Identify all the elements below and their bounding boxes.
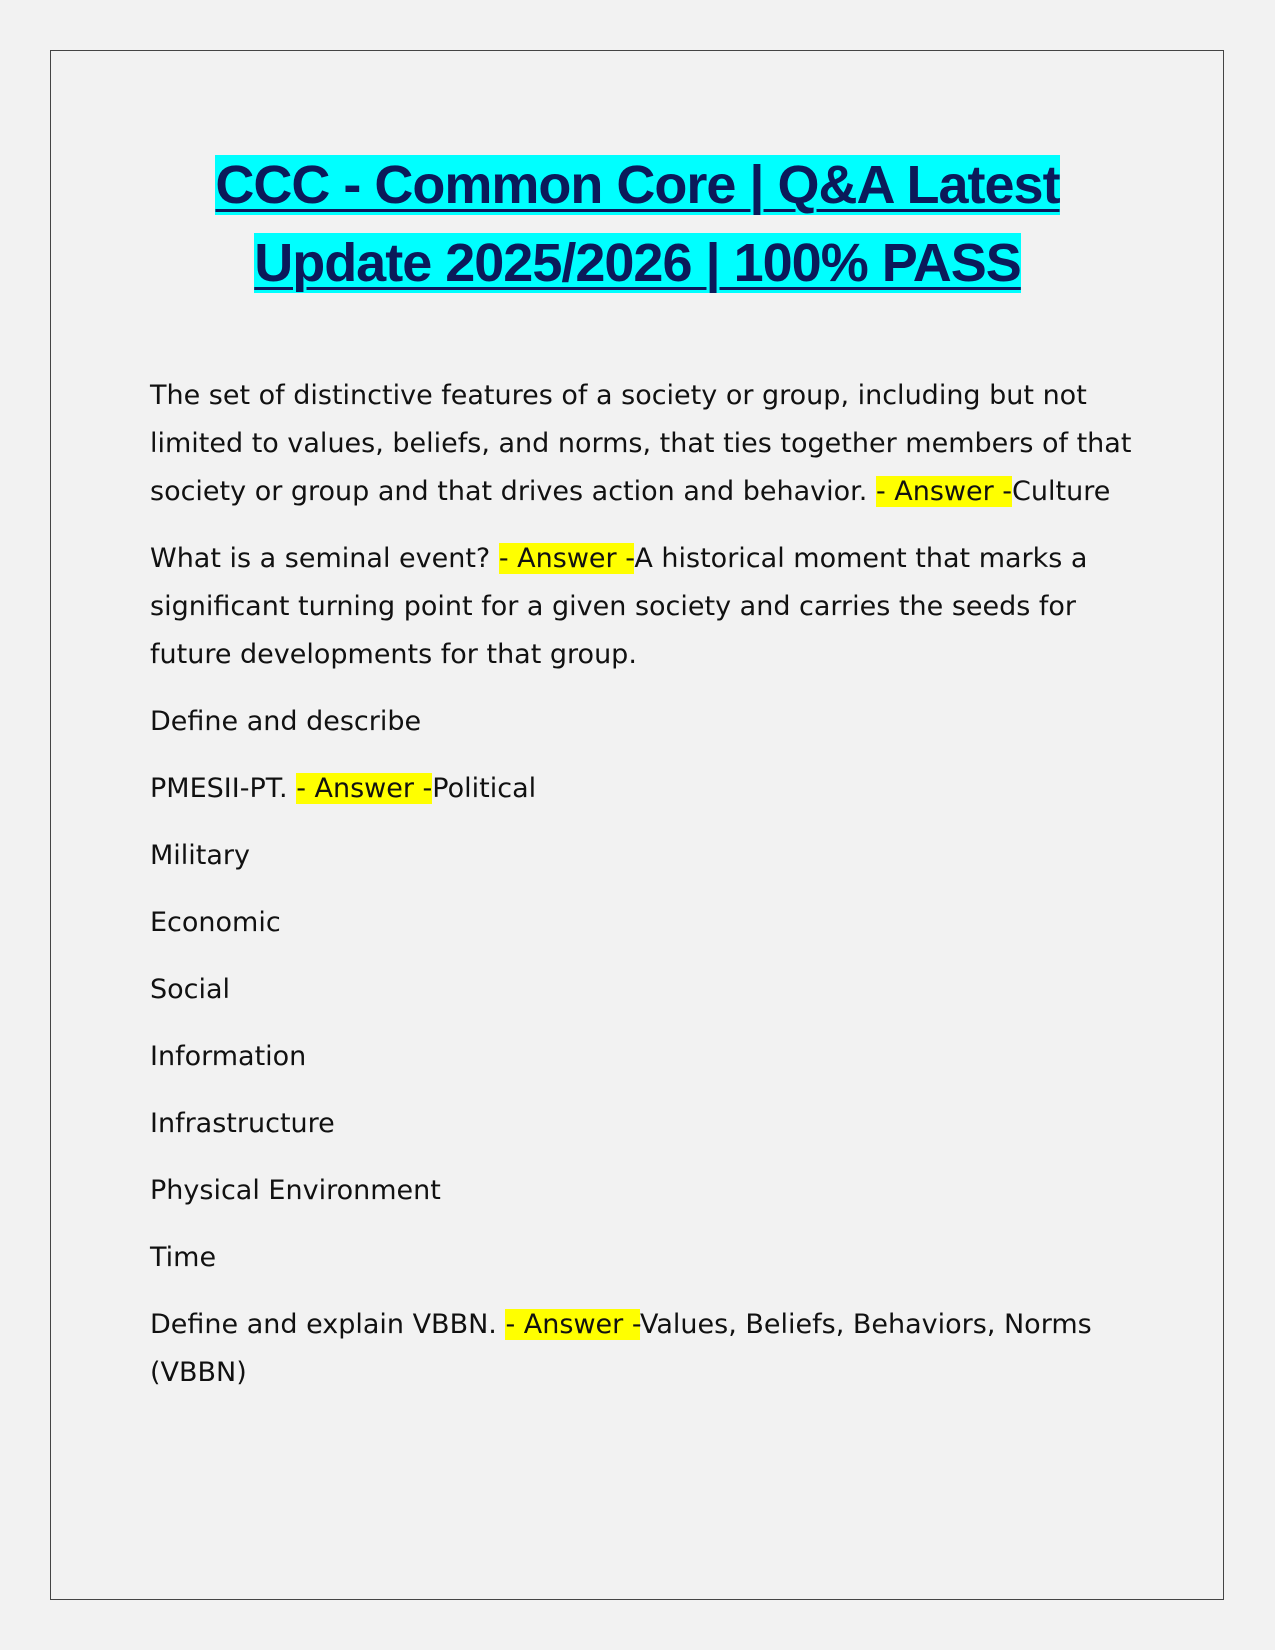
question-text: The set of distinctive features of a society or group, including but not limited to values, beliefs, and norms, that ties together members of that society or group and that drives action and behavior. <box>150 380 1132 507</box>
qa-item-vbbn <box>150 1301 1140 1397</box>
question-text: Define and explain VBBN. <box>150 1309 506 1340</box>
answer-list-item: Military <box>150 840 251 871</box>
answer-text: A historical moment that marks a significant turning point for a given society and carries the seeds for future developments for that group. <box>150 543 1088 670</box>
qa-item-pmesii-pt <box>150 765 1140 813</box>
answer-marker: - Answer - <box>498 543 635 574</box>
answer-text: Political <box>432 773 537 804</box>
qa-item-culture <box>150 372 1140 516</box>
answer-marker: - Answer - <box>296 773 433 804</box>
title-line-2: Update 2025/2026 | 100% PASS <box>254 233 1021 293</box>
qa-item-seminal-event <box>150 535 1140 679</box>
answer-list-item: Social <box>150 974 231 1005</box>
answer-list-item: Time <box>150 1242 217 1273</box>
answer-text: Values, Beliefs, Behaviors, Norms (VBBN) <box>150 1309 1092 1388</box>
answer-marker: - Answer - <box>875 476 1013 507</box>
answer-marker: - Answer - <box>505 1309 640 1340</box>
document-title <box>150 146 1125 302</box>
qa-body <box>150 372 1140 1416</box>
answer-list-item: Physical Environment <box>150 1175 441 1206</box>
answer-list-item: Economic <box>150 907 281 938</box>
answer-list-item: Infrastructure <box>150 1108 335 1139</box>
qa-question-intro: Define and describe <box>150 706 422 737</box>
question-text: PMESII-PT. <box>150 773 297 804</box>
answer-text: Culture <box>1012 476 1111 507</box>
title-line-1: CCC - Common Core | Q&A Latest <box>215 155 1060 215</box>
question-text: What is a seminal event? <box>150 543 499 574</box>
answer-list-item: Information <box>150 1041 307 1072</box>
